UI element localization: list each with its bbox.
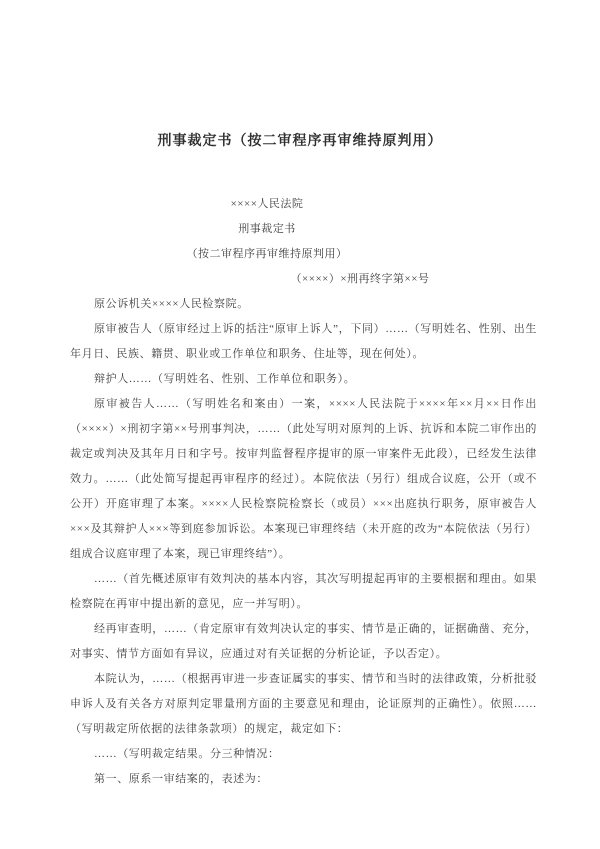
court-name: ××××人民法院 — [230, 198, 304, 210]
case-number: （××××）×刑再终字第××号 — [290, 273, 430, 285]
document-header — [0, 192, 600, 292]
document-title: 刑事裁定书（按二审程序再审维持原判用） — [157, 134, 443, 149]
paragraph: 第一、原系一审结案的，表述为： — [94, 773, 268, 785]
paragraph: 原公诉机关××××人民检察院。 — [94, 298, 249, 310]
paragraph: 原审被告人（原审经过上诉的括注“原审上诉人”，下同）……（写明姓名、性别、出生年月日、民族、籍贯、职业或工作单位和职务、住址等，现在何处）。 — [70, 323, 537, 360]
doc-subtype-heading: （按二审程序再审维持原判用） — [186, 248, 348, 260]
paragraph: 本院认为，……（根据再审进一步查证属实的事实、情节和当时的法律政策，分析批驳申诉人及有关各方对原判定罪量刑方面的主要意见和理由，论证原判的正确性）。依照……（写明裁定所依据的法律条款项）的规定，裁定如下： — [70, 673, 537, 735]
paragraph: 经再审查明，……（肯定原审有效判决认定的事实、情节是正确的，证据确凿、充分，对事实、情节方面如有异议，应通过对有关证据的分析论证，予以否定）。 — [70, 623, 537, 660]
paragraph: ……（首先概述原审有效判决的基本内容，其次写明提起再审的主要根据和理由。如果检察院在再审中提出新的意见，应一并写明）。 — [70, 573, 537, 610]
paragraph: ……（写明裁定结果。分三种情况： — [94, 748, 280, 760]
paragraph: 原审被告人……（写明姓名和案由）一案，××××人民法院于××××年××月××日作出（××××）×刑初字第××号刑事判决，……（此处写明对原判的上诉、抗诉和本院二审作出的裁定或判决及其年月日和字号。按审判监督程序提审的原一审案件无此段），已经发生法律效力。……（此处简写提起再审程序的经过）。本院依法（另行）组成合议庭，公开（或不公开）开庭审理了本案。××××人民检察院检察长（或员）×××出庭执行职务，原审被告人×××及其辩护人×××等到庭参加诉讼。本案现已审理终结（未开庭的改为“本院依法（另行）组成合议庭审理了本案，现已审理终结”）。 — [70, 398, 537, 560]
doc-type-heading: 刑事裁定书 — [238, 223, 296, 235]
document-body — [70, 292, 537, 792]
paragraph: 辩护人……（写明姓名、性别、工作单位和职务）。 — [94, 373, 356, 385]
